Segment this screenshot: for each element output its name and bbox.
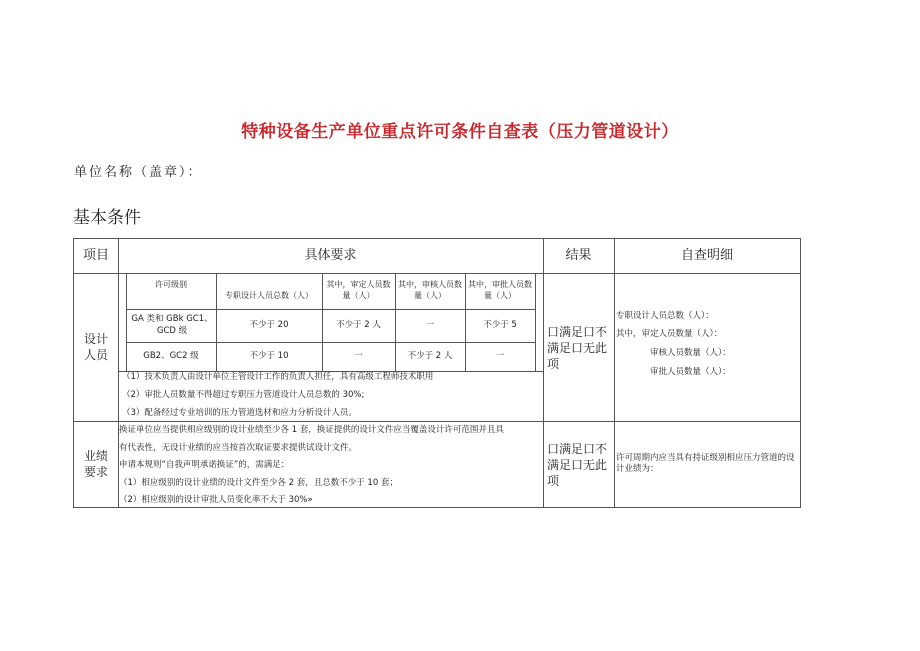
table-rule [614, 239, 615, 507]
detail-line: 审批人员数量（人）： [650, 367, 731, 377]
row1-level: GA 类和 GBk GC1、GCD 级 [131, 314, 213, 336]
personnel-note: （1）技术负责人由设计单位主管设计工作的负责人担任，具有高级工程师技术职用 [122, 372, 434, 382]
personnel-note: （2）审批人员数量不得超过专职压力管道设计人员总数的 30%; [122, 390, 365, 400]
performance-line: 有代表性，无设计业绩的应当按首次取证要求提供试设计文件。 [119, 443, 358, 453]
row2-sign: 一 [495, 350, 505, 361]
detail-line: 专职设计人员总数（人）： [616, 311, 714, 321]
row2-approve: 一 [354, 350, 363, 361]
item-personnel: 设计人员 [83, 331, 108, 362]
header-item: 项目 [82, 248, 109, 264]
subheader-sign: 其中，审批人员数量（人） [468, 280, 532, 300]
section-title: 基本条件 [73, 208, 141, 228]
performance-line: 申请本规则“自我声明承诺换证”的，需满足： [119, 460, 290, 470]
personnel-result: 口满足口不满足口无此项 [547, 324, 608, 372]
row2-review: 不少于 2 人 [407, 350, 453, 361]
table-rule [74, 421, 800, 422]
performance-line: 换证单位应当提供相应级别的设计业绩至少各 1 套，换证提供的设计文件应当覆盖设计许可范围并且具 [119, 425, 504, 435]
subheader-review: 其中，审核人员数量（人） [398, 280, 462, 300]
performance-line: （1）相应级别的设计业绩的设计文件至少各 2 套，且总数不少于 10 套； [119, 478, 398, 488]
performance-detail: 许可周期内应当具有持证级别相应压力管道的设计业绩为： [616, 452, 795, 474]
page-title: 特种设备生产单位重点许可条件自查表（压力管道设计） [241, 122, 679, 142]
row1-sign: 不少于 5 [483, 319, 517, 330]
subheader-total: 专职设计人员总数（人） [225, 290, 313, 300]
row1-approve: 不少于 2 人 [336, 319, 381, 330]
item-performance: 业绩要求 [83, 448, 108, 479]
performance-result: 口满足口不满足口无此项 [547, 441, 608, 489]
header-detail: 自查明细 [680, 248, 733, 264]
header-result: 结果 [565, 248, 592, 264]
unit-name-label: 单位名称（盖章）： [74, 165, 203, 180]
self-check-table [73, 238, 801, 508]
detail-line: 审核人员数量（人）： [650, 348, 731, 358]
detail-line: 其中，审定人员数量（人）： [616, 329, 723, 339]
subheader-level: 许可级别 [155, 279, 187, 289]
header-requirement: 具体要求 [304, 248, 357, 264]
row1-review: 一 [425, 319, 435, 330]
performance-line: （2）相应级别的设计审批人员变化率不大于 30%» [119, 495, 313, 505]
personnel-note: （3）配备经过专业培训的压力管道选材和应力分析设计人员。 [122, 408, 357, 418]
subheader-approve: 其中，审定人员数量（人） [326, 280, 391, 300]
row1-total: 不少于 20 [249, 319, 289, 330]
row2-level: GB2、GC2 级 [143, 350, 199, 361]
table-rule [543, 239, 544, 507]
table-rule [535, 273, 536, 371]
row2-total: 不少于 10 [249, 350, 289, 361]
